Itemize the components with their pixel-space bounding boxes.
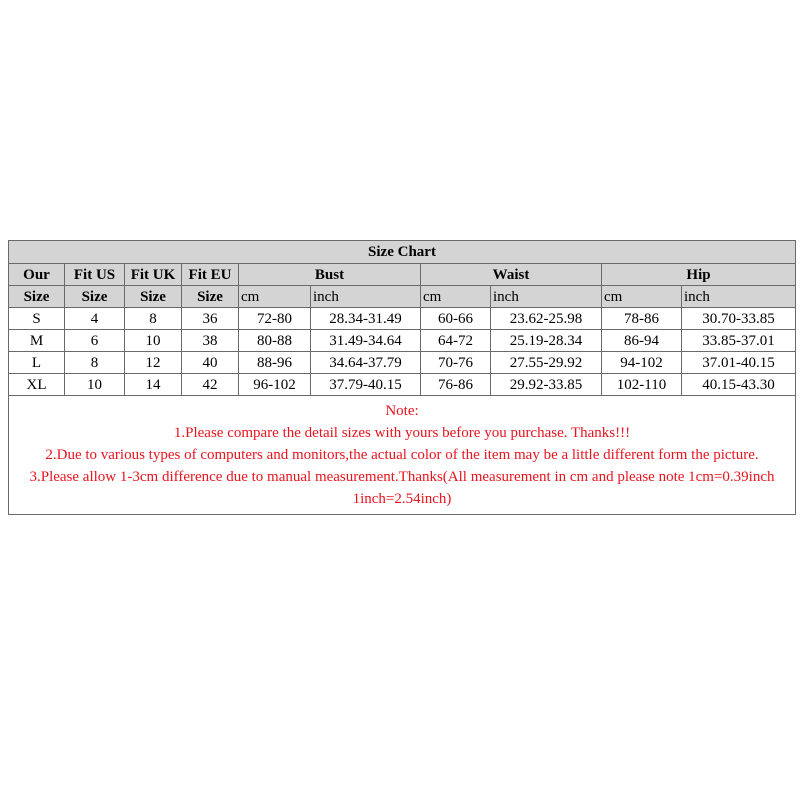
table-cell: 34.64-37.79 bbox=[311, 352, 421, 374]
table-cell: 23.62-25.98 bbox=[491, 308, 602, 330]
table-row bbox=[9, 308, 796, 330]
header-fit-eu: Fit EU bbox=[182, 264, 239, 286]
table-cell: 86-94 bbox=[602, 330, 682, 352]
table-cell: 12 bbox=[125, 352, 182, 374]
table-cell: 29.92-33.85 bbox=[491, 374, 602, 396]
note-line-2: 2.Due to various types of computers and monitors,the actual color of the item may be a little different form the picture. bbox=[45, 447, 759, 463]
table-cell: 40 bbox=[182, 352, 239, 374]
table-cell: 96-102 bbox=[239, 374, 311, 396]
table-cell: 78-86 bbox=[602, 308, 682, 330]
hip-cm-label: cm bbox=[602, 286, 682, 308]
table-cell: 76-86 bbox=[421, 374, 491, 396]
header-our-size: Our bbox=[9, 264, 65, 286]
table-cell: XL bbox=[9, 374, 65, 396]
table-cell: 10 bbox=[125, 330, 182, 352]
header-fit-us: Fit US bbox=[65, 264, 125, 286]
header-fit-eu-line2: Size bbox=[182, 286, 239, 308]
table-cell: 64-72 bbox=[421, 330, 491, 352]
header-hip: Hip bbox=[602, 264, 796, 286]
header-our-size-line2: Size bbox=[9, 286, 65, 308]
note-line-3: 3.Please allow 1-3cm difference due to manual measurement.Thanks(All measurement in cm and please note 1cm=0.39inch 1inch=2.54inch) bbox=[29, 469, 775, 507]
bust-cm-label: cm bbox=[239, 286, 311, 308]
table-cell: 42 bbox=[182, 374, 239, 396]
table-cell: 4 bbox=[65, 308, 125, 330]
table-cell: S bbox=[9, 308, 65, 330]
table-cell: 80-88 bbox=[239, 330, 311, 352]
note-line-1: 1.Please compare the detail sizes with yours before you purchase. Thanks!!! bbox=[173, 425, 631, 441]
table-cell: 37.01-40.15 bbox=[682, 352, 796, 374]
header-fit-uk-line2: Size bbox=[125, 286, 182, 308]
table-cell: 70-76 bbox=[421, 352, 491, 374]
table-cell: 10 bbox=[65, 374, 125, 396]
notes-section bbox=[9, 396, 796, 515]
table-cell: 94-102 bbox=[602, 352, 682, 374]
table-cell: M bbox=[9, 330, 65, 352]
table-row bbox=[9, 330, 796, 352]
table-cell: 36 bbox=[182, 308, 239, 330]
table-cell: 40.15-43.30 bbox=[682, 374, 796, 396]
table-cell: 72-80 bbox=[239, 308, 311, 330]
table-cell: 6 bbox=[65, 330, 125, 352]
table-cell: L bbox=[9, 352, 65, 374]
table-cell: 33.85-37.01 bbox=[682, 330, 796, 352]
size-chart-table bbox=[8, 240, 796, 515]
table-cell: 25.19-28.34 bbox=[491, 330, 602, 352]
table-cell: 8 bbox=[65, 352, 125, 374]
waist-cm-label: cm bbox=[421, 286, 491, 308]
table-cell: 28.34-31.49 bbox=[311, 308, 421, 330]
header-bust: Bust bbox=[239, 264, 421, 286]
header-fit-uk: Fit UK bbox=[125, 264, 182, 286]
table-title: Size Chart bbox=[9, 241, 796, 264]
table-cell: 27.55-29.92 bbox=[491, 352, 602, 374]
table-row bbox=[9, 374, 796, 396]
notes-heading: Note: bbox=[385, 403, 419, 419]
waist-inch-label: inch bbox=[491, 286, 602, 308]
table-cell: 37.79-40.15 bbox=[311, 374, 421, 396]
table-cell: 60-66 bbox=[421, 308, 491, 330]
table-cell: 102-110 bbox=[602, 374, 682, 396]
table-row bbox=[9, 352, 796, 374]
table-cell: 14 bbox=[125, 374, 182, 396]
header-fit-us-line2: Size bbox=[65, 286, 125, 308]
table-cell: 31.49-34.64 bbox=[311, 330, 421, 352]
bust-inch-label: inch bbox=[311, 286, 421, 308]
hip-inch-label: inch bbox=[682, 286, 796, 308]
table-cell: 30.70-33.85 bbox=[682, 308, 796, 330]
table-cell: 8 bbox=[125, 308, 182, 330]
table-cell: 38 bbox=[182, 330, 239, 352]
table-cell: 88-96 bbox=[239, 352, 311, 374]
header-waist: Waist bbox=[421, 264, 602, 286]
